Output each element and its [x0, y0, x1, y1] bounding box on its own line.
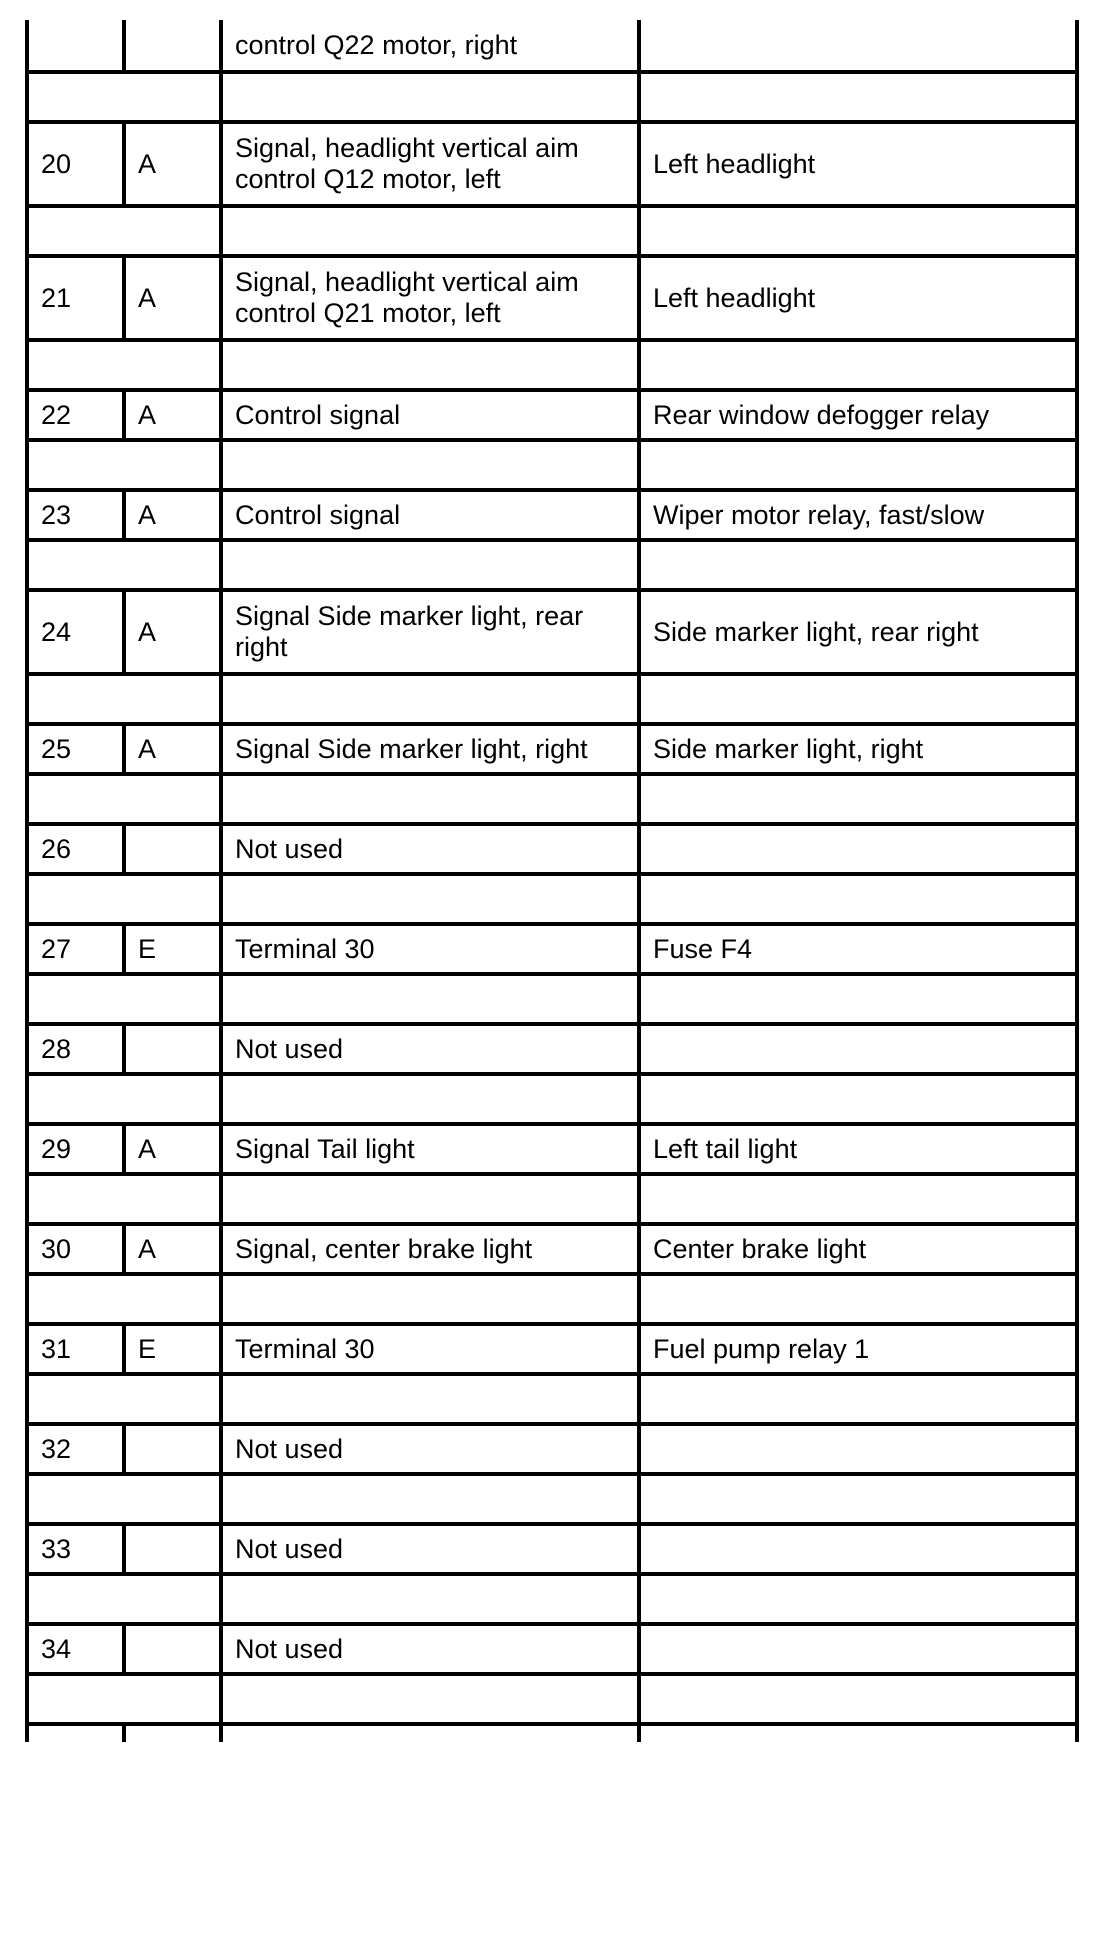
- connection-cell: [639, 1624, 1077, 1674]
- type-cell: A: [124, 1124, 221, 1174]
- spacer-cell: [27, 1674, 221, 1724]
- spacer-cell: [221, 540, 639, 590]
- type-cell: [124, 1024, 221, 1074]
- type-cell: [124, 1424, 221, 1474]
- spacer-cell: [27, 1574, 221, 1624]
- signal-cell: Not used: [221, 1424, 639, 1474]
- type-cell: A: [124, 256, 221, 340]
- type-cell: A: [124, 490, 221, 540]
- table-row: [27, 1424, 1077, 1474]
- stub-cell: [639, 1724, 1077, 1742]
- signal-cell: Terminal 30: [221, 1324, 639, 1374]
- table-row: [27, 490, 1077, 540]
- pin-cell: 28: [27, 1024, 124, 1074]
- pin-cell: 21: [27, 256, 124, 340]
- spacer-cell: [639, 1474, 1077, 1524]
- connection-cell: Left headlight: [639, 122, 1077, 206]
- signal-cell: Terminal 30: [221, 924, 639, 974]
- spacer-cell: [221, 874, 639, 924]
- pin-cell: 29: [27, 1124, 124, 1174]
- spacer-row: [27, 340, 1077, 390]
- spacer-row: [27, 1274, 1077, 1324]
- table-row: [27, 1124, 1077, 1174]
- spacer-cell: [221, 1174, 639, 1224]
- pin-assignment-table: [25, 20, 1079, 1742]
- spacer-cell: [27, 72, 221, 122]
- stub-cell: [27, 1724, 124, 1742]
- spacer-cell: [221, 1074, 639, 1124]
- stub-cell: [221, 1724, 639, 1742]
- signal-cell: Not used: [221, 1024, 639, 1074]
- signal-cell: Signal Side marker light, right: [221, 724, 639, 774]
- spacer-cell: [221, 1474, 639, 1524]
- connection-cell: Left tail light: [639, 1124, 1077, 1174]
- connection-cell: Left headlight: [639, 256, 1077, 340]
- type-cell: [124, 1524, 221, 1574]
- connection-cell: [639, 1524, 1077, 1574]
- spacer-cell: [27, 540, 221, 590]
- spacer-cell: [27, 440, 221, 490]
- spacer-cell: [27, 874, 221, 924]
- spacer-row: [27, 674, 1077, 724]
- table-row: [27, 20, 1077, 72]
- stub-cell: [124, 1724, 221, 1742]
- connection-cell: [639, 824, 1077, 874]
- spacer-row: [27, 1074, 1077, 1124]
- spacer-cell: [221, 440, 639, 490]
- spacer-cell: [221, 674, 639, 724]
- connection-cell: Center brake light: [639, 1224, 1077, 1274]
- pin-cell: 24: [27, 590, 124, 674]
- table-row: [27, 122, 1077, 206]
- signal-cell: Control signal: [221, 490, 639, 540]
- spacer-row: [27, 206, 1077, 256]
- spacer-cell: [639, 674, 1077, 724]
- type-cell: E: [124, 1324, 221, 1374]
- table-row: [27, 1224, 1077, 1274]
- spacer-cell: [639, 1274, 1077, 1324]
- connection-cell: Side marker light, rear right: [639, 590, 1077, 674]
- pin-cell: 33: [27, 1524, 124, 1574]
- spacer-row: [27, 1574, 1077, 1624]
- spacer-cell: [639, 874, 1077, 924]
- spacer-cell: [639, 540, 1077, 590]
- type-cell: A: [124, 122, 221, 206]
- signal-cell: Control signal: [221, 390, 639, 440]
- table-row: [27, 590, 1077, 674]
- signal-cell: Not used: [221, 1624, 639, 1674]
- table-row: [27, 1024, 1077, 1074]
- connection-cell: Fuel pump relay 1: [639, 1324, 1077, 1374]
- table-row: [27, 1524, 1077, 1574]
- spacer-row: [27, 540, 1077, 590]
- spacer-row: [27, 1674, 1077, 1724]
- connection-cell: Rear window defogger relay: [639, 390, 1077, 440]
- type-cell: A: [124, 390, 221, 440]
- spacer-row: [27, 874, 1077, 924]
- type-cell: [124, 20, 221, 72]
- connection-cell: Wiper motor relay, fast/slow: [639, 490, 1077, 540]
- spacer-cell: [27, 1474, 221, 1524]
- signal-cell: Signal Tail light: [221, 1124, 639, 1174]
- signal-cell: Not used: [221, 824, 639, 874]
- spacer-row: [27, 974, 1077, 1024]
- spacer-cell: [221, 1374, 639, 1424]
- spacer-cell: [27, 206, 221, 256]
- table-row: [27, 924, 1077, 974]
- spacer-cell: [639, 1674, 1077, 1724]
- spacer-cell: [221, 974, 639, 1024]
- spacer-cell: [221, 72, 639, 122]
- spacer-cell: [221, 774, 639, 824]
- spacer-cell: [221, 1574, 639, 1624]
- spacer-cell: [221, 1274, 639, 1324]
- spacer-cell: [27, 774, 221, 824]
- spacer-cell: [639, 1574, 1077, 1624]
- spacer-cell: [221, 206, 639, 256]
- spacer-cell: [639, 974, 1077, 1024]
- spacer-row: [27, 440, 1077, 490]
- connection-cell: [639, 1024, 1077, 1074]
- spacer-cell: [27, 1074, 221, 1124]
- spacer-row: [27, 774, 1077, 824]
- spacer-cell: [639, 1074, 1077, 1124]
- signal-cell: Not used: [221, 1524, 639, 1574]
- spacer-row: [27, 1474, 1077, 1524]
- spacer-row: [27, 1174, 1077, 1224]
- spacer-row: [27, 72, 1077, 122]
- spacer-cell: [27, 674, 221, 724]
- pin-cell: 20: [27, 122, 124, 206]
- continuation-row: [27, 1724, 1077, 1742]
- table-row: [27, 724, 1077, 774]
- spacer-cell: [221, 340, 639, 390]
- spacer-cell: [639, 1374, 1077, 1424]
- connection-cell: Side marker light, right: [639, 724, 1077, 774]
- table-row: [27, 824, 1077, 874]
- table-row: [27, 1324, 1077, 1374]
- spacer-cell: [27, 340, 221, 390]
- signal-cell: Signal Side marker light, rear right: [221, 590, 639, 674]
- spacer-cell: [639, 340, 1077, 390]
- signal-cell: Signal, center brake light: [221, 1224, 639, 1274]
- spacer-cell: [27, 1174, 221, 1224]
- pin-cell: 26: [27, 824, 124, 874]
- spacer-cell: [27, 1374, 221, 1424]
- pin-cell: 23: [27, 490, 124, 540]
- table-row: [27, 390, 1077, 440]
- type-cell: E: [124, 924, 221, 974]
- spacer-cell: [639, 440, 1077, 490]
- spacer-cell: [639, 774, 1077, 824]
- pin-cell: 32: [27, 1424, 124, 1474]
- connection-cell: Fuse F4: [639, 924, 1077, 974]
- spacer-cell: [27, 974, 221, 1024]
- table-row: [27, 1624, 1077, 1674]
- connection-cell: [639, 1424, 1077, 1474]
- type-cell: A: [124, 1224, 221, 1274]
- pin-cell: 34: [27, 1624, 124, 1674]
- signal-cell: Signal, headlight vertical aim control Q12 motor, left: [221, 122, 639, 206]
- connection-cell: [639, 20, 1077, 72]
- spacer-cell: [27, 1274, 221, 1324]
- pin-cell: 25: [27, 724, 124, 774]
- type-cell: [124, 1624, 221, 1674]
- type-cell: [124, 824, 221, 874]
- spacer-cell: [639, 206, 1077, 256]
- pin-cell: 31: [27, 1324, 124, 1374]
- spacer-cell: [639, 72, 1077, 122]
- spacer-cell: [221, 1674, 639, 1724]
- spacer-row: [27, 1374, 1077, 1424]
- pin-cell: [27, 20, 124, 72]
- pin-cell: 30: [27, 1224, 124, 1274]
- pin-cell: 27: [27, 924, 124, 974]
- type-cell: A: [124, 724, 221, 774]
- type-cell: A: [124, 590, 221, 674]
- pin-cell: 22: [27, 390, 124, 440]
- signal-cell: control Q22 motor, right: [221, 20, 639, 72]
- table-row: [27, 256, 1077, 340]
- signal-cell: Signal, headlight vertical aim control Q21 motor, left: [221, 256, 639, 340]
- spacer-cell: [639, 1174, 1077, 1224]
